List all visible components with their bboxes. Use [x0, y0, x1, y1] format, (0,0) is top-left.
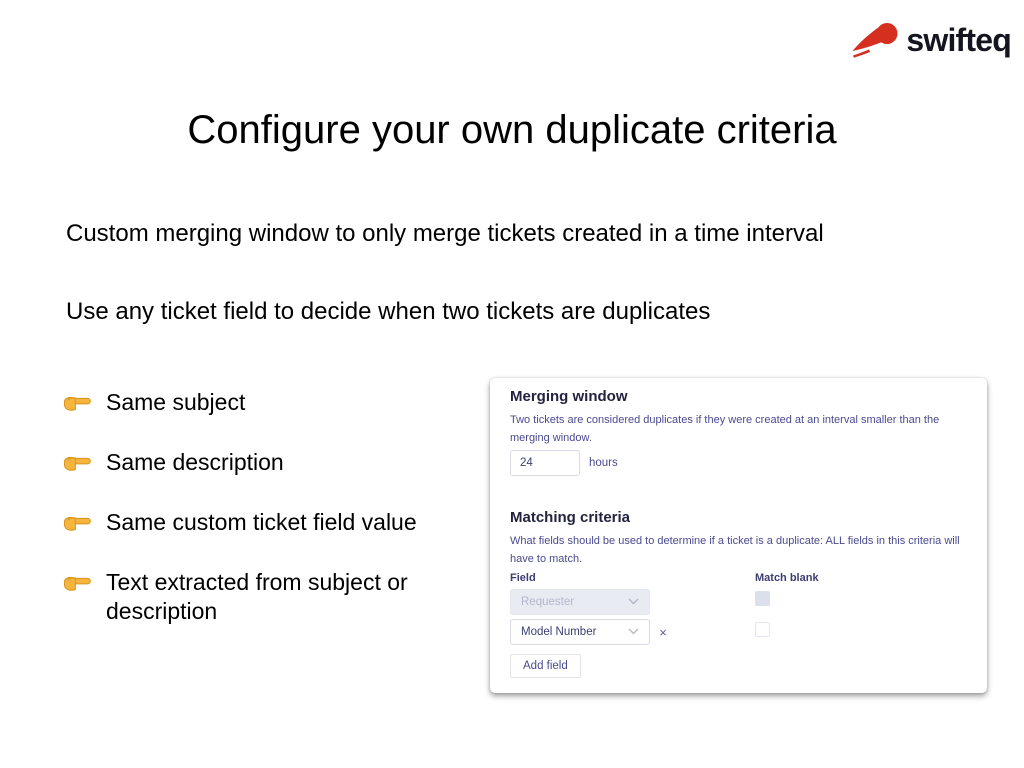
field-select-value: Requester: [521, 596, 575, 608]
merging-window-description: Two tickets are considered duplicates if they were created at an interval smaller than the merging window.: [510, 414, 940, 444]
merging-window-input[interactable]: [510, 450, 580, 476]
pointing-finger-icon: [62, 512, 92, 541]
merging-window-heading: Merging window: [510, 388, 628, 405]
intro-line-2: Use any ticket field to decide when two tickets are duplicates: [66, 298, 711, 325]
list-item: [62, 508, 462, 541]
intro-line-1: Custom merging window to only merge tickets created in a time interval: [66, 220, 824, 247]
list-item-label: Same description: [106, 449, 284, 475]
chevron-down-icon: [628, 596, 639, 608]
chevron-down-icon: [628, 626, 639, 638]
settings-panel: [490, 378, 987, 693]
comet-icon: [851, 21, 901, 59]
pointing-finger-icon: [62, 392, 92, 421]
list-item-label: Text extracted from subject or description: [106, 569, 408, 624]
add-field-button[interactable]: Add field: [510, 654, 581, 678]
list-item-label: Same subject: [106, 389, 246, 415]
match-blank-column-label: Match blank: [755, 572, 819, 584]
field-select-requester: [510, 589, 650, 615]
merging-window-row: [510, 450, 618, 476]
remove-field-button[interactable]: ×: [653, 619, 673, 645]
field-select-model-number[interactable]: [510, 619, 650, 645]
field-column-label: Field: [510, 572, 536, 584]
match-blank-checkbox-requester: [755, 591, 770, 606]
hours-unit-label: hours: [589, 457, 618, 469]
matching-criteria-heading: Matching criteria: [510, 509, 631, 526]
pointing-finger-icon: [62, 572, 92, 601]
matching-criteria-description: What fields should be used to determine if a ticket is a duplicate: ALL fields in this criteria will have to match.: [510, 535, 960, 565]
brand-name: swifteq: [906, 21, 1011, 58]
page-title: Configure your own duplicate criteria: [187, 108, 837, 152]
bullet-list: [62, 388, 462, 653]
list-item: [62, 568, 462, 626]
field-select-value: Model Number: [521, 626, 597, 638]
brand-logo: [851, 21, 1011, 59]
list-item-label: Same custom ticket field value: [106, 509, 417, 535]
list-item: [62, 388, 462, 421]
list-item: [62, 448, 462, 481]
pointing-finger-icon: [62, 452, 92, 481]
match-blank-checkbox-model-number[interactable]: [755, 622, 770, 637]
